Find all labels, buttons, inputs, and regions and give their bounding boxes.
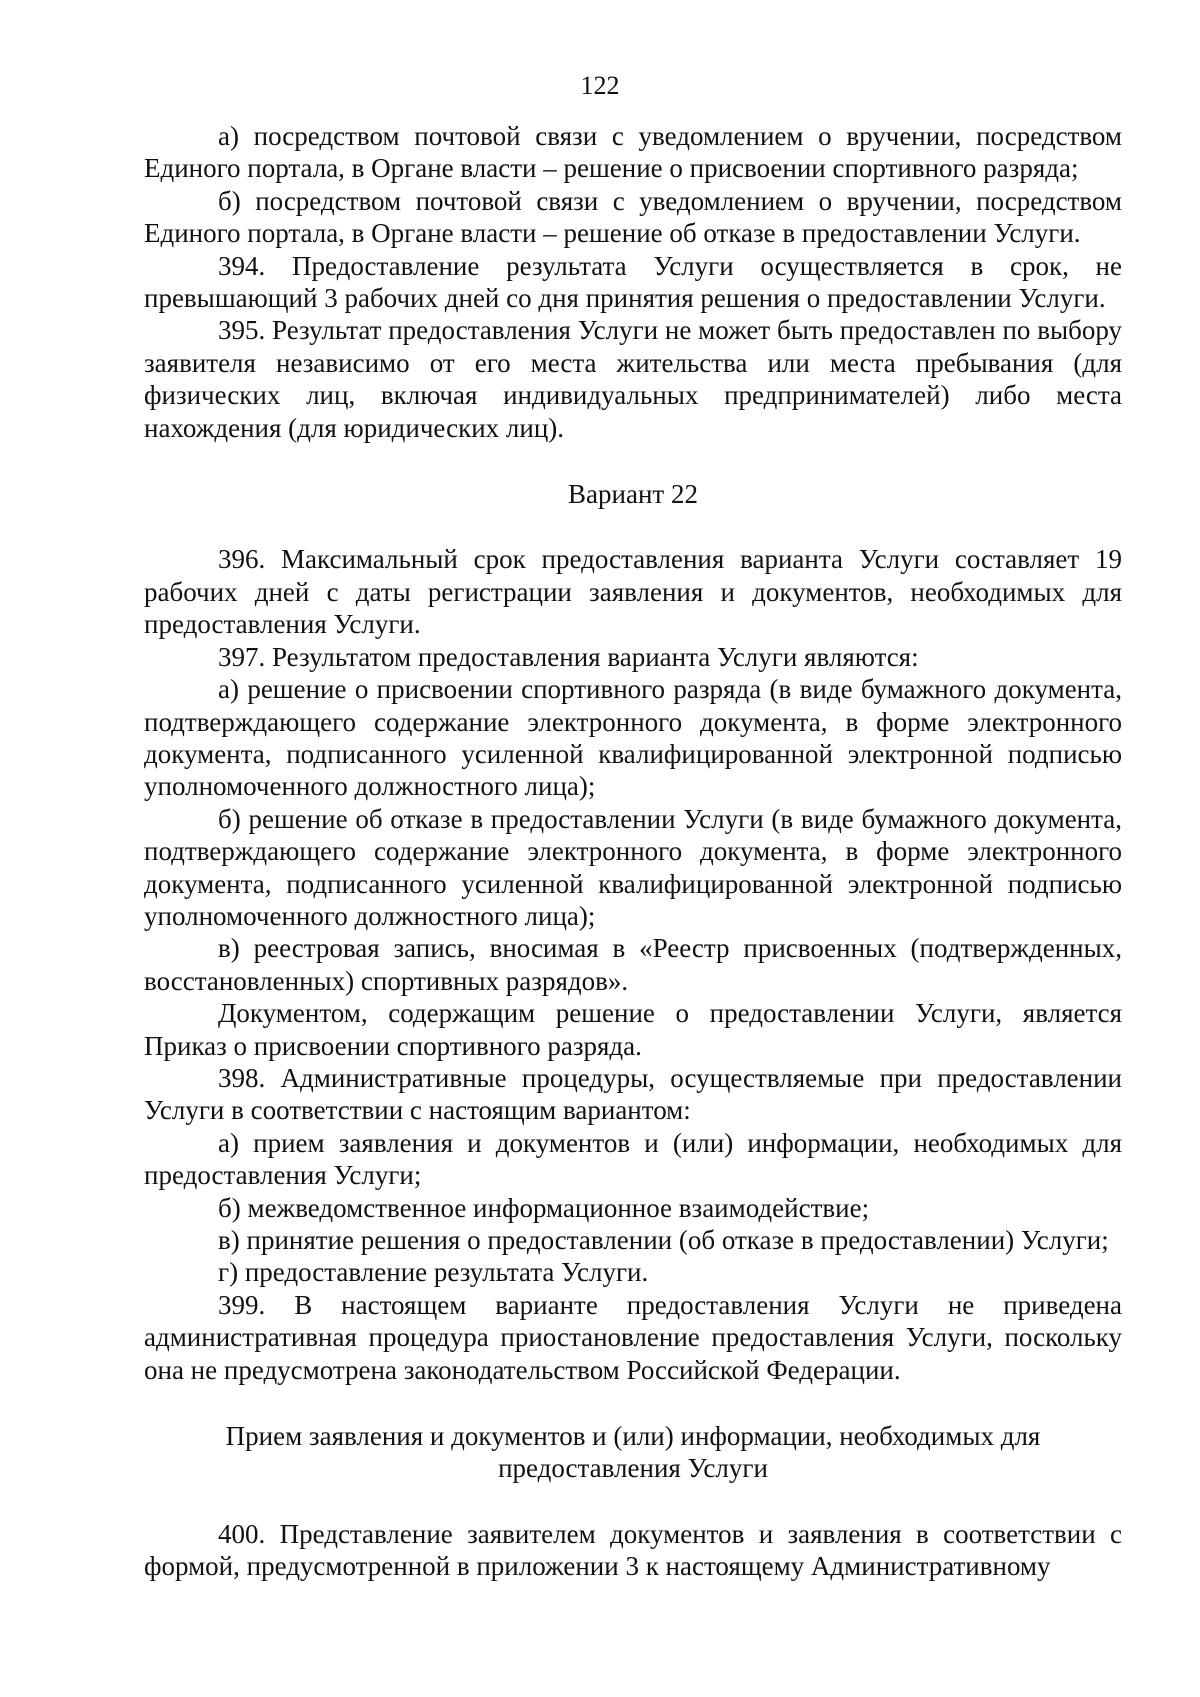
variant-heading: Вариант 22 bbox=[568, 479, 698, 510]
paragraph-397: 397. Результатом предоставления варианта Услуги являются: bbox=[218, 641, 919, 672]
paragraph-400: 400. Представление заявителем документов и заявления в соответствии с формой, предусмотренной в приложении 3 к настоящему Административному bbox=[144, 1518, 1122, 1582]
page-number: 122 bbox=[580, 71, 620, 100]
document-body bbox=[144, 120, 1122, 1583]
section-heading-line-2: предоставления Услуги bbox=[498, 1453, 768, 1484]
paragraph-document-decision: Документом, содержащим решение о предоставлении Услуги, является Приказ о присвоении спортивного разряда. bbox=[144, 998, 1122, 1061]
paragraph-398: 398. Административные процедуры, осуществляемые при предоставлении Услуги в соответствии с настоящим вариантом: bbox=[144, 1062, 1122, 1126]
paragraph-395: 395. Результат предоставления Услуги не может быть предоставлен по выбору заявителя независимо от его места жительства или места пребывания (для физических лиц, включая индивидуальных предпринимателей) либо места нахождения (для юридических лиц). bbox=[144, 315, 1122, 443]
paragraph-397-b: б) решение об отказе в предоставлении Услуги (в виде бумажного документа, подтверждающего содержание электронного документа, в форме электронного документа, подписанного усиленной квалифицированной электронной подписью уполномоченного должностного лица); bbox=[144, 803, 1122, 931]
paragraph-398-g: г) предоставление результата Услуги. bbox=[218, 1257, 649, 1288]
paragraph-result-a: а) посредством почтовой связи с уведомлением о вручении, посредством Единого портала, в Органе власти – решение о присвоении спортивного разряда; bbox=[144, 121, 1122, 184]
paragraph-398-v: в) принятие решения о предоставлении (об отказе в предоставлении) Услуги; bbox=[218, 1225, 1109, 1255]
paragraph-397-v: в) реестровая запись, вносимая в «Реестр присвоенных (подтвержденных, восстановленных) спортивных разрядов». bbox=[144, 933, 1122, 996]
paragraph-result-b: б) посредством почтовой связи с уведомлением о вручении, посредством Единого портала, в Органе власти – решение об отказе в предоставлении Услуги. bbox=[144, 185, 1122, 249]
paragraph-394: 394. Предоставление результата Услуги осуществляется в срок, не превышающий 3 рабочих дней со дня принятия решения о предоставлении Услуги. bbox=[144, 250, 1122, 314]
section-heading-line-1: Прием заявления и документов и (или) информации, необходимых для bbox=[225, 1421, 1041, 1452]
spacer bbox=[144, 1386, 1122, 1420]
paragraph-397-a: а) решение о присвоении спортивного разряда (в виде бумажного документа, подтверждающего содержание электронного документа, в форме электронного документа, подписанного усиленной квалифицированной электронной подписью уполномоченного должностного лица); bbox=[144, 674, 1122, 802]
paragraph-398-a: а) прием заявления и документов и (или) информации, необходимых для предоставления Услуги; bbox=[144, 1127, 1122, 1191]
paragraph-399: 399. В настоящем варианте предоставления Услуги не приведена административная процедура приостановление предоставления Услуги, поскольку она не предусмотрена законодательством Российской Федерации. bbox=[144, 1289, 1122, 1385]
paragraph-396: 396. Максимальный срок предоставления варианта Услуги составляет 19 рабочих дней с даты регистрации заявления и документов, необходимых для предоставления Услуги. bbox=[144, 544, 1122, 640]
spacer bbox=[144, 444, 1122, 478]
paragraph-398-b: б) межведомственное информационное взаимодействие; bbox=[218, 1192, 870, 1223]
spacer bbox=[144, 1485, 1122, 1518]
spacer bbox=[144, 510, 1122, 543]
